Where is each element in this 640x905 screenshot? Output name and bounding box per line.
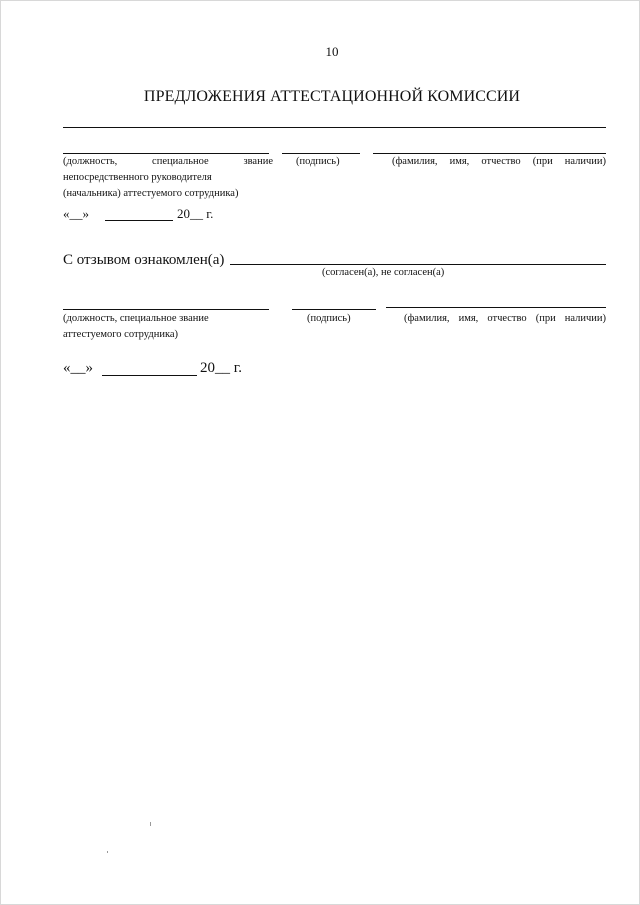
page-title: ПРЕДЛОЖЕНИЯ АТТЕСТАЦИОННОЙ КОМИССИИ: [143, 88, 521, 105]
manager-date-month-line: [105, 220, 173, 221]
proposals-line: [63, 127, 606, 128]
manager-position-caption: [63, 154, 273, 202]
manager-date-year: 20__ г.: [177, 206, 214, 221]
manager-position-caption-line: (начальника) аттестуемого сотрудника): [63, 188, 239, 199]
manager-position-caption-line: (должность, специальное звание: [63, 156, 273, 167]
page-number: 10: [325, 44, 339, 59]
employee-date-year: 20__ г.: [200, 360, 242, 376]
manager-date-open: «__»: [63, 206, 89, 221]
review-acknowledged-label: С отзывом ознакомлен(а): [63, 252, 225, 268]
scan-mark: [150, 822, 151, 826]
employee-date-open: «__»: [63, 360, 93, 376]
agreement-caption: (согласен(а), не согласен(а): [322, 267, 445, 278]
scan-mark: [107, 851, 108, 853]
manager-position-caption-line: непосредственного руководителя: [63, 172, 212, 183]
employee-name-caption: (фамилия, имя, отчество (при наличии): [404, 313, 606, 324]
employee-position-caption-line: аттестуемого сотрудника): [63, 329, 179, 340]
employee-date-month-line: [102, 375, 197, 376]
employee-signature-caption: (подпись): [307, 313, 351, 324]
manager-signature-caption: (подпись): [296, 156, 340, 167]
manager-name-caption: (фамилия, имя, отчество (при наличии): [392, 156, 606, 167]
employee-position-caption-line: (должность, специальное звание: [63, 313, 209, 324]
employee-signature-line: [292, 309, 376, 310]
employee-name-line: [386, 307, 606, 308]
employee-position-line: [63, 309, 269, 310]
employee-position-caption: [63, 311, 263, 343]
